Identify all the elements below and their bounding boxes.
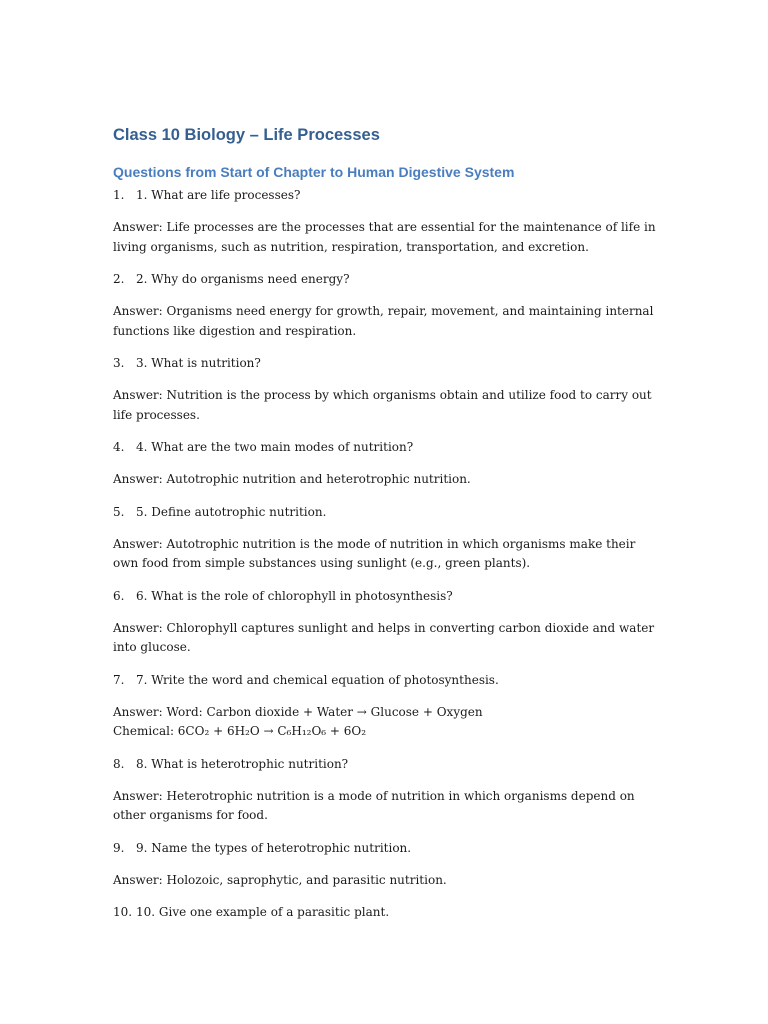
- qa-item-1: [113, 186, 658, 257]
- question-number: 5.: [113, 504, 125, 519]
- answer-text: Answer: Autotrophic nutrition and heterotrophic nutrition.: [113, 472, 471, 486]
- question-number: 4.: [113, 440, 125, 454]
- question-number: 6.: [113, 588, 125, 603]
- answer-text: Answer: Heterotrophic nutrition is a mode of nutrition in which organisms depend on other organisms for food.: [113, 788, 635, 822]
- qa-item-6: [113, 587, 658, 658]
- answer-text: Answer: Holozoic, saprophytic, and parasitic nutrition.: [113, 872, 447, 887]
- question-text: 7. Write the word and chemical equation of photosynthesis.: [136, 672, 499, 687]
- question-number: 7.: [113, 672, 125, 687]
- qa-item-7: [113, 671, 658, 742]
- answer-text: Answer: Chlorophyll captures sunlight and helps in converting carbon dioxide and water into glucose.: [113, 620, 655, 654]
- document-title: Class 10 Biology – Life Processes: [113, 126, 380, 144]
- answer-2: [113, 302, 658, 341]
- question-answer-list: [113, 186, 658, 922]
- question-number: 3.: [113, 356, 125, 370]
- answer-chemical-equation: Chemical: 6CO₂ + 6H₂O → C₆H₁₂O₆ + 6O₂: [113, 724, 367, 738]
- question-8: [113, 755, 658, 774]
- question-text: 8. What is heterotrophic nutrition?: [136, 756, 349, 771]
- answer-6: [113, 619, 658, 658]
- qa-item-8: [113, 755, 658, 826]
- qa-item-10: [113, 903, 658, 922]
- answer-text: Answer: Autotrophic nutrition is the mode of nutrition in which organisms make their own food from simple substances using sunlight (e.g., green plants).: [113, 536, 636, 570]
- question-5: [113, 503, 658, 522]
- answer-word-equation: Answer: Word: Carbon dioxide + Water → Glucose + Oxygen: [113, 704, 483, 719]
- question-10: [113, 903, 658, 922]
- question-text: 5. Define autotrophic nutrition.: [136, 504, 327, 519]
- question-text: 2. Why do organisms need energy?: [136, 272, 350, 286]
- question-text: 4. What are the two main modes of nutrition?: [136, 440, 414, 454]
- answer-5: [113, 535, 658, 574]
- question-9: [113, 839, 658, 858]
- qa-item-2: [113, 270, 658, 341]
- question-2: [113, 270, 658, 289]
- question-text: 6. What is the role of chlorophyll in photosynthesis?: [136, 588, 453, 603]
- question-number: 1.: [113, 188, 125, 202]
- question-6: [113, 587, 658, 606]
- document-page: [113, 124, 658, 935]
- qa-item-3: [113, 354, 658, 425]
- qa-item-5: [113, 503, 658, 574]
- answer-3: [113, 386, 658, 425]
- answer-text: Answer: Nutrition is the process by which organisms obtain and utilize food to carry out life processes.: [113, 388, 652, 422]
- question-number: 10.: [113, 905, 133, 919]
- question-3: [113, 354, 658, 373]
- answer-text: Answer: Life processes are the processes that are essential for the maintenance of life in living organisms, such as nutrition, respiration, transportation, and excretion.: [113, 220, 656, 254]
- question-text: 1. What are life processes?: [136, 188, 301, 202]
- answer-4: [113, 470, 658, 490]
- question-number: 2.: [113, 272, 125, 286]
- question-text: 3. What is nutrition?: [136, 356, 261, 370]
- question-7: [113, 671, 658, 690]
- qa-item-9: [113, 839, 658, 891]
- question-1: [113, 186, 658, 205]
- answer-1: [113, 218, 658, 257]
- answer-7: [113, 703, 658, 742]
- question-number: 9.: [113, 840, 125, 855]
- question-4: [113, 438, 658, 457]
- answer-8: [113, 787, 658, 826]
- qa-item-4: [113, 438, 658, 490]
- question-text: 9. Name the types of heterotrophic nutrition.: [136, 840, 412, 855]
- question-text: 10. Give one example of a parasitic plant.: [136, 905, 390, 919]
- answer-text: Answer: Organisms need energy for growth, repair, movement, and maintaining internal functions like digestion and respiration.: [113, 304, 654, 338]
- answer-9: [113, 871, 658, 891]
- question-number: 8.: [113, 756, 125, 771]
- document-subtitle: Questions from Start of Chapter to Human Digestive System: [113, 164, 515, 180]
